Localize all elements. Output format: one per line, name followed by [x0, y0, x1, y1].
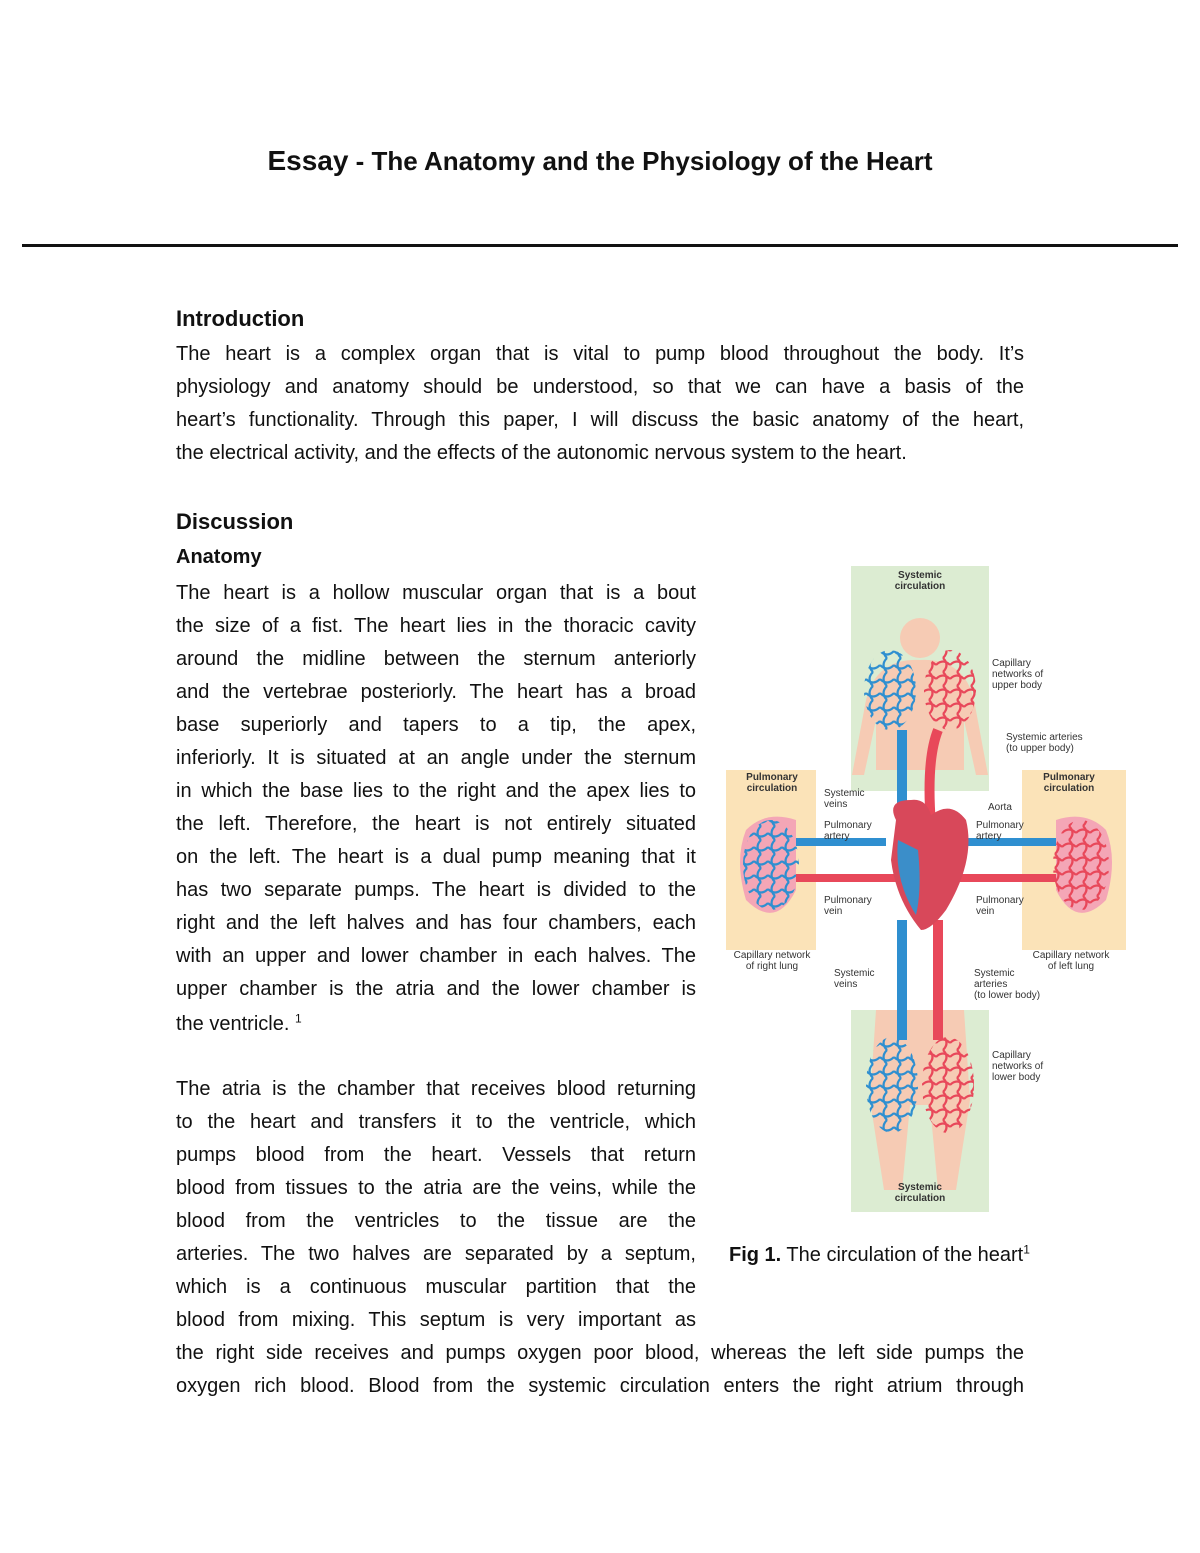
label-pulmonary-left: Pulmonary circulation	[746, 772, 798, 794]
label-systemic-bottom: Systemic circulation	[894, 1182, 946, 1204]
para-line: The heart is a hollow muscular organ that is a bout	[176, 582, 696, 604]
para-line: and the vertebrae posteriorly. The heart has a broad	[176, 681, 696, 703]
intro-line: the electrical activity, and the effects of the autonomic nervous system to the heart.	[176, 442, 907, 464]
label-sys-veins-bottom: Systemic veins	[834, 968, 875, 990]
para-line: around the midline between the sternum anteriorly	[176, 648, 696, 670]
heart-illustration	[891, 800, 969, 930]
para-line: arteries. The two halves are separated by a septum,	[176, 1243, 696, 1265]
para-line: to the heart and transfers it to the ventricle, which	[176, 1111, 696, 1133]
para-line: blood from the ventricles to the tissue are the	[176, 1210, 696, 1232]
intro-line: The heart is a complex organ that is vital to pump blood throughout the body. It’s	[176, 343, 1024, 365]
caption-ref: 1	[1023, 1242, 1030, 1257]
title-essay: Essay	[267, 145, 349, 176]
para-line: on the left. The heart is a dual pump meaning that it	[176, 846, 696, 868]
label-pulm-artery-left: Pulmonary artery	[824, 820, 872, 842]
label-cap-upper: Capillary networks of upper body	[992, 658, 1044, 691]
page-title	[0, 145, 1200, 177]
title-divider	[22, 244, 1178, 247]
intro-line: heart’s functionality. Through this paper, I will discuss the basic anatomy of the heart,	[176, 409, 1024, 431]
label-pulm-artery-right: Pulmonary artery	[976, 820, 1024, 842]
label-pulm-vein-left: Pulmonary vein	[824, 895, 872, 917]
para-line: pumps blood from the heart. Vessels that return	[176, 1144, 696, 1166]
para-line	[176, 1008, 696, 1041]
label-sys-arteries-lower: Systemic arteries (to lower body)	[974, 968, 1041, 1001]
anatomy-heading: Anatomy	[176, 546, 262, 568]
intro-line: physiology and anatomy should be understood, so that we can have a basis of the	[176, 376, 1024, 398]
caption-label: Fig 1.	[729, 1244, 782, 1266]
para-line: base superiorly and tapers to a tip, the apex,	[176, 714, 696, 736]
para-line: right and the left halves and has four chambers, each	[176, 912, 696, 934]
footnote-ref: 1	[294, 1011, 302, 1026]
para-line: with an upper and lower chamber in each halves. The	[176, 945, 696, 967]
label-systemic-top: Systemic circulation	[894, 570, 946, 592]
right-lung	[740, 817, 799, 913]
label-cap-left-lung: Capillary network of left lung	[1032, 950, 1110, 972]
para-line: blood from tissues to the atria are the veins, while the	[176, 1177, 696, 1199]
para-line: which is a continuous muscular partition that the	[176, 1276, 696, 1298]
label-pulm-vein-right: Pulmonary vein	[976, 895, 1024, 917]
label-aorta: Aorta	[988, 802, 1012, 813]
discussion-heading: Discussion	[176, 509, 294, 534]
para-line: the right side receives and pumps oxygen poor blood, whereas the left side pumps the	[176, 1342, 1024, 1364]
para-last-text: the ventricle.	[176, 1013, 295, 1035]
figure-caption	[729, 1244, 1030, 1267]
para-line: upper chamber is the atria and the lower chamber is	[176, 978, 696, 1000]
para-line: in which the base lies to the right and the apex lies to	[176, 780, 696, 802]
para-line: oxygen rich blood. Blood from the systemic circulation enters the right atrium through	[176, 1375, 1024, 1397]
introduction-heading: Introduction	[176, 306, 305, 331]
label-sys-veins-top: Systemic veins	[824, 788, 865, 810]
para-line: has two separate pumps. The heart is divided to the	[176, 879, 696, 901]
para-line: the size of a fist. The heart lies in the thoracic cavity	[176, 615, 696, 637]
caption-text: The circulation of the heart	[781, 1244, 1024, 1266]
left-lung	[1053, 817, 1112, 913]
label-cap-lower: Capillary networks of lower body	[992, 1050, 1044, 1083]
circulation-figure	[726, 560, 1126, 1215]
para-line: The atria is the chamber that receives blood returning	[176, 1078, 696, 1100]
label-pulmonary-right: Pulmonary circulation	[1043, 772, 1095, 794]
para-line: blood from mixing. This septum is very important as	[176, 1309, 696, 1331]
para-line: inferiorly. It is situated at an angle under the sternum	[176, 747, 696, 769]
label-sys-arteries-upper: Systemic arteries (to upper body)	[1006, 732, 1083, 754]
label-cap-right-lung: Capillary network of right lung	[733, 950, 811, 972]
title-rest: - The Anatomy and the Physiology of the Heart	[348, 146, 933, 176]
para-line: the left. Therefore, the heart is not entirely situated	[176, 813, 696, 835]
